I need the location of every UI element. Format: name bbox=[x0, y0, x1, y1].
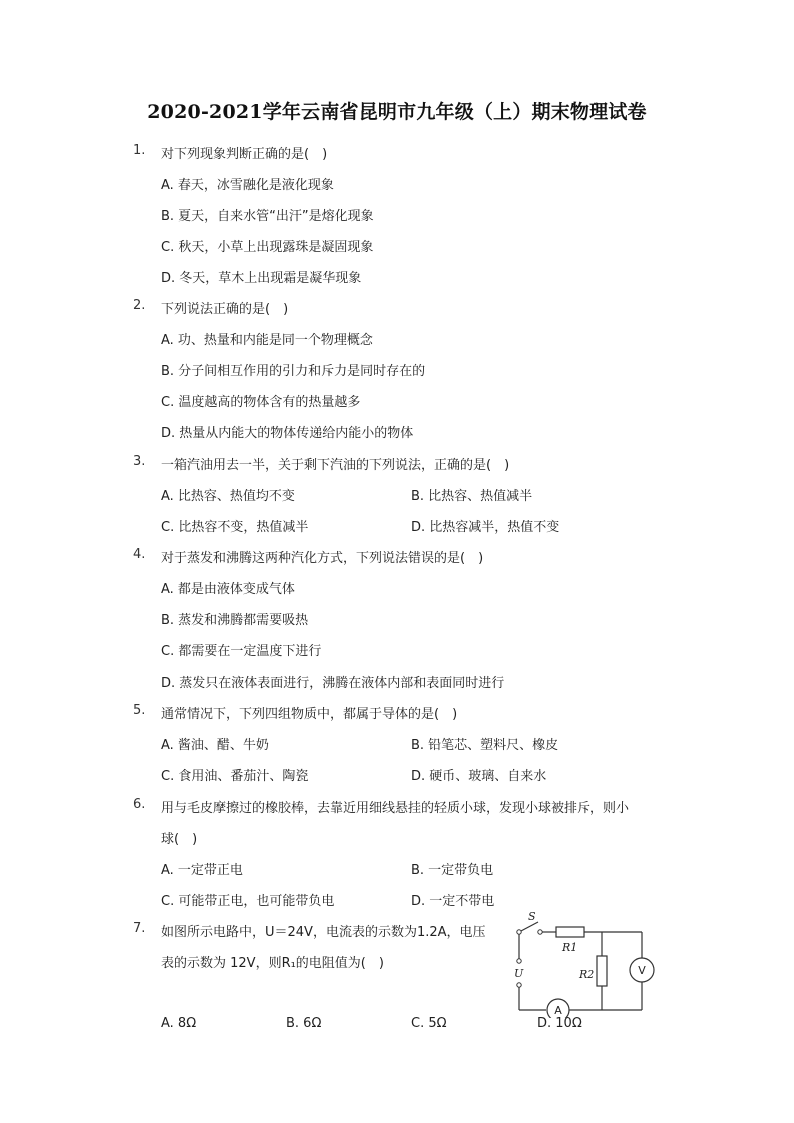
question-text: 用与毛皮摩擦过的橡胶棒，去靠近用细线悬挂的轻质小球，发现小球被排斥，则小 bbox=[161, 801, 630, 816]
option-b: B. 夏天，自来水管“出汗”是熔化现象 bbox=[161, 209, 374, 224]
option-a: A. 酱油、醋、牛奶 bbox=[161, 738, 269, 753]
r1-label: R1 bbox=[562, 941, 578, 954]
option-a: A. 都是由液体变成气体 bbox=[161, 582, 295, 597]
option-b: B. 比热容、热值减半 bbox=[411, 489, 533, 504]
r1-resistor bbox=[556, 927, 584, 937]
option-d: D. 10Ω bbox=[537, 1016, 582, 1031]
question-text: 对下列现象判断正确的是( ) bbox=[161, 147, 328, 162]
option-a: A. 春天，冰雪融化是液化现象 bbox=[161, 178, 334, 193]
option-c: C. 秋天，小草上出现露珠是凝固现象 bbox=[161, 240, 374, 255]
option-d: D. 冬天，草木上出现霜是凝华现象 bbox=[161, 271, 362, 286]
source-label: U bbox=[514, 967, 524, 980]
question-number: 1. bbox=[133, 143, 146, 158]
option-c: C. 5Ω bbox=[411, 1016, 447, 1031]
question-number: 5. bbox=[133, 703, 146, 718]
question-text-continued: 球( ) bbox=[161, 832, 198, 847]
option-d: D. 硬币、玻璃、自来水 bbox=[411, 769, 547, 784]
switch-terminal bbox=[517, 930, 521, 934]
question-text: 一箱汽油用去一半，关于剩下汽油的下列说法，正确的是( ) bbox=[161, 458, 510, 473]
option-a: A. 比热容、热值均不变 bbox=[161, 489, 295, 504]
question-number: 6. bbox=[133, 797, 146, 812]
question-number: 4. bbox=[133, 547, 146, 562]
question-text: 对于蒸发和沸腾这两种汽化方式，下列说法错误的是( ) bbox=[161, 551, 484, 566]
r2-label: R2 bbox=[579, 968, 595, 981]
option-d: D. 一定不带电 bbox=[411, 894, 495, 909]
option-c: C. 可能带正电，也可能带负电 bbox=[161, 894, 335, 909]
switch-label: S bbox=[528, 910, 536, 923]
option-c: C. 食用油、番茄汁、陶瓷 bbox=[161, 769, 309, 784]
voltmeter-label: V bbox=[638, 964, 646, 977]
page-title: 2020-2021学年云南省昆明市九年级（上）期末物理试卷 bbox=[147, 101, 647, 123]
option-d: D. 热量从内能大的物体传递给内能小的物体 bbox=[161, 426, 414, 441]
question-text-continued: 表的示数为 12V，则R₁的电阻值为( ) bbox=[161, 956, 384, 971]
option-b: B. 分子间相互作用的引力和斥力是同时存在的 bbox=[161, 364, 426, 379]
switch-blade bbox=[519, 922, 538, 932]
option-b: B. 一定带负电 bbox=[411, 863, 494, 878]
question-text: 如图所示电路中，U＝24V，电流表的示数为1.2A，电压 bbox=[161, 925, 486, 940]
option-a: A. 功、热量和内能是同一个物理概念 bbox=[161, 333, 373, 348]
option-d: D. 比热容减半，热值不变 bbox=[411, 520, 560, 535]
question-text: 下列说法正确的是( ) bbox=[161, 302, 289, 317]
option-c: C. 都需要在一定温度下进行 bbox=[161, 644, 322, 659]
option-a: A. 8Ω bbox=[161, 1016, 197, 1031]
option-c: C. 温度越高的物体含有的热量越多 bbox=[161, 395, 361, 410]
option-a: A. 一定带正电 bbox=[161, 863, 243, 878]
switch-terminal bbox=[538, 930, 542, 934]
option-b: B. 6Ω bbox=[286, 1016, 322, 1031]
ammeter-label: A bbox=[554, 1004, 562, 1017]
source-terminal bbox=[517, 959, 521, 963]
option-b: B. 蒸发和沸腾都需要吸热 bbox=[161, 613, 309, 628]
option-b: B. 铅笔芯、塑料尺、橡皮 bbox=[411, 738, 559, 753]
option-c: C. 比热容不变，热值减半 bbox=[161, 520, 309, 535]
question-number: 3. bbox=[133, 454, 146, 469]
source-terminal bbox=[517, 983, 521, 987]
r2-resistor bbox=[597, 956, 607, 986]
question-text: 通常情况下，下列四组物质中，都属于导体的是( ) bbox=[161, 707, 458, 722]
circuit-diagram bbox=[500, 908, 660, 1018]
question-number: 7. bbox=[133, 921, 146, 936]
option-d: D. 蒸发只在液体表面进行，沸腾在液体内部和表面同时进行 bbox=[161, 676, 505, 691]
question-number: 2. bbox=[133, 298, 146, 313]
